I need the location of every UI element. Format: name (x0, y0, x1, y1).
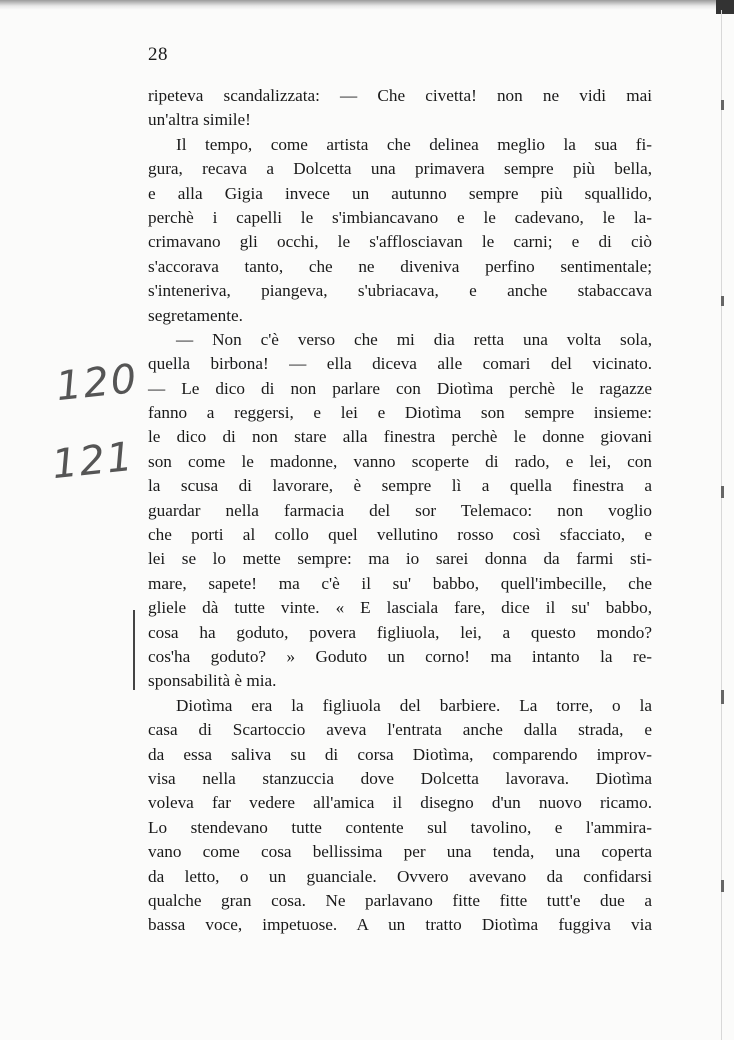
body-text (148, 84, 652, 938)
text-line: che porti al collo quel vellutino rosso così sfacciato, e (148, 525, 652, 545)
text-line: e alla Gigia invece un autunno sempre più squallido, (148, 183, 652, 203)
text-line: cosa ha goduto, povera figliuola, lei, a questo mondo? (148, 622, 652, 642)
text-line: — Non c'è verso che mi dia retta una volta sola, (176, 329, 652, 349)
text-line: visa nella stanzuccia dove Dolcetta lavorava. Diotìma (148, 768, 652, 788)
text-line: qualche gran cosa. Ne parlavano fitte fitte tutt'e due a (148, 890, 652, 910)
edge-tick (721, 690, 724, 704)
handwritten-margin-note: 120 (53, 355, 141, 411)
text-line: son come le madonne, vanno scoperte di rado, e lei, con (148, 451, 652, 471)
page-number: 28 (148, 44, 168, 65)
text-line: segretamente. (148, 305, 243, 325)
text-line: — Le dico di non parlare con Diotìma perchè le ragazze (148, 378, 652, 398)
scan-top-edge (0, 0, 734, 10)
text-line: crimavano gli occhi, le s'afflosciavan le carni; e di ciò (148, 232, 652, 252)
text-line: gura, recava a Dolcetta una primavera sempre più bella, (148, 159, 652, 179)
text-line: Il tempo, come artista che delinea meglio la sua fi- (176, 134, 652, 154)
text-line: da essa saliva su di corsa Diotìma, comparendo improv- (148, 744, 652, 764)
text-line: guardar nella farmacia del sor Telemaco: non voglio (148, 500, 652, 520)
text-line: gliele dà tutte vinte. « E lasciala fare, dice il su' babbo, (148, 598, 652, 618)
text-line: perchè i capelli le s'imbiancavano e le cadevano, le la- (148, 207, 652, 227)
text-line: mare, sapete! ma c'è il su' babbo, quell'imbecille, che (148, 573, 652, 593)
text-line: un'altra simile! (148, 110, 251, 130)
text-line: voleva far vedere all'amica il disegno d'un nuovo ricamo. (148, 793, 652, 813)
text-line: Lo stendevano tutte contente sul tavolino, e l'ammira- (148, 817, 652, 837)
handwritten-margin-note: 121 (49, 433, 137, 489)
text-line: la scusa di lavorare, è sempre lì a quella finestra a (148, 476, 652, 496)
text-line: fanno a reggersi, e lei e Diotìma son sempre insieme: (148, 403, 652, 423)
scan-corner-mark (716, 0, 734, 14)
edge-tick (721, 100, 724, 110)
text-line: bassa voce, impetuose. A un tratto Diotìma fuggiva via (148, 915, 652, 935)
text-line: ripeteva scandalizzata: — Che civetta! non ne vidi mai (148, 86, 652, 105)
text-line: lei se lo mette sempre: ma io sarei donna da farmi sti- (148, 549, 652, 569)
text-line: quella birbona! — ella diceva alle comari del vicinato. (148, 354, 652, 374)
text-line: sponsabilità è mia. (148, 671, 277, 691)
text-line: casa di Scartoccio aveva l'entrata anche dalla strada, e (148, 720, 652, 740)
edge-tick (721, 296, 724, 306)
text-line: Diotìma era la figliuola del barbiere. La torre, o la (176, 695, 652, 715)
text-line: da letto, o un guanciale. Ovvero avevano da confidarsi (148, 866, 652, 886)
edge-tick (721, 486, 724, 498)
text-line: s'accorava tanto, che ne diveniva perfino sentimentale; (148, 256, 652, 276)
text-line: le dico di non stare alla finestra perchè le donne giovani (148, 427, 652, 447)
handwritten-margin-bar (133, 610, 135, 690)
text-line: cos'ha goduto? » Goduto un corno! ma intanto la re- (148, 646, 652, 666)
edge-tick (721, 880, 724, 892)
text-line: s'inteneriva, piangeva, s'ubriacava, e anche stabaccava (148, 281, 652, 301)
text-line: vano come cosa bellissima per una tenda, una coperta (148, 842, 652, 862)
